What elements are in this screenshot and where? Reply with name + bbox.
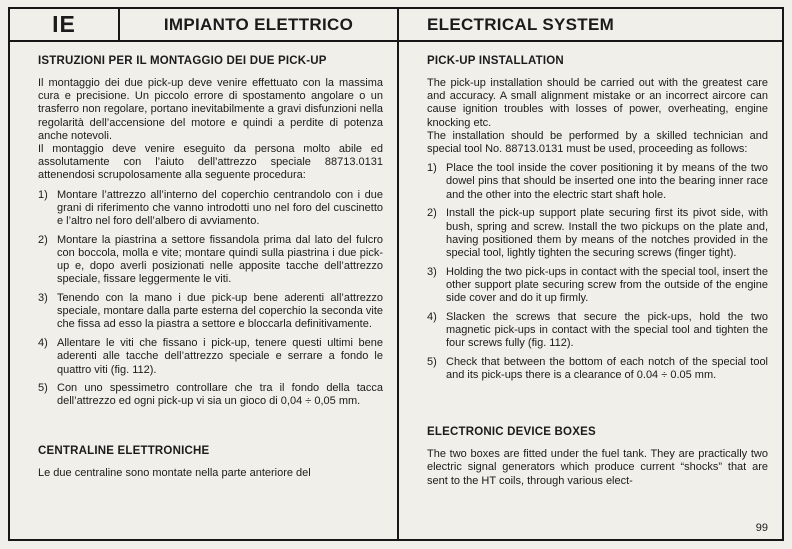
item-text: Con uno spessimetro controllare che tra il fondo della tacca dell’attrezzo ed ogni pick-up vi sia un gioco di 0,04 ÷ 0,05 mm.: [57, 382, 383, 408]
item-text: Tenendo con la mano i due pick-up bene aderenti all’attrezzo speciale, montare dalla parte esterna del coperchio la seconda vite che fissa ad esso la piastra a settore e bloccarla definitivamente.: [57, 292, 383, 331]
item-text: Allentare le viti che fissano i pick-up, tenere questi ultimi bene aderenti alle tacche dell’attrezzo speciale e serrare a fondo le quattro viti (fig. 112).: [57, 337, 383, 376]
paragraph-en-1: The pick-up installation should be carried out with the greatest care and accuracy. A small alignment mistake or an incorrect aircore can cause ignition troubles with losses of power, overheating, engine knocking etc.: [427, 77, 768, 129]
paragraph-en-2: The installation should be performed by a skilled technician and special tool No. 88713.0131 must be used, proceeding as follows:: [427, 129, 768, 156]
english-column: [399, 42, 782, 539]
section-code: IE: [52, 11, 76, 37]
list-item: [427, 207, 768, 260]
paragraph-en-3: The two boxes are fitted under the fuel tank. They are practically two electric signal generators which produce current “shocks” that are sent to the HT coils, through various elect-: [427, 448, 768, 487]
paragraph-it-3: Le due centraline sono montate nella parte anteriore del: [38, 466, 311, 479]
section-heading-en-2: ELECTRONIC DEVICE BOXES: [427, 426, 596, 439]
section-heading-it-1: ISTRUZIONI PER IL MONTAGGIO DEI DUE PICK-UP: [38, 55, 327, 67]
list-item: [427, 356, 768, 382]
item-text: Slacken the screws that secure the pick-ups, hold the two magnetic pick-ups in contact with the special tool and tighten the four screws fully (fig. 112).: [446, 310, 768, 350]
item-number: 5): [427, 355, 437, 368]
section-code-badge: [10, 9, 120, 40]
item-text: Install the pick-up support plate securing first its pivot side, with bush, spring and screw. Install the two pickups on the plate and, having positioned them by means of the notches provided in the special tool, lightly tighten the securing screws (finger tight).: [446, 207, 768, 259]
item-number: 4): [427, 310, 437, 323]
item-number: 1): [38, 188, 48, 201]
list-item: [427, 311, 768, 351]
list-item: [38, 337, 383, 377]
title-english: ELECTRICAL SYSTEM: [427, 14, 615, 34]
item-number: 3): [38, 292, 48, 305]
list-item: [38, 382, 383, 408]
item-text: Place the tool inside the cover positioning it by means of the two dowel pins that should be inserted one into the bearing inner race and the other into the electric start shaft hole.: [446, 162, 768, 201]
item-text: Check that between the bottom of each notch of the special tool and its pick-ups there is a clearance of 0.04 ÷ 0.05 mm.: [446, 355, 768, 382]
list-item: [38, 292, 383, 332]
item-number: 2): [38, 233, 48, 246]
list-item: [38, 189, 383, 229]
page-header: [10, 9, 782, 42]
list-item: [427, 162, 768, 202]
paragraph-it-2: Il montaggio deve venire eseguito da persona molto abile ed assolutamente con l’aiuto dell’attrezzo speciale 88713.0131 attenendosi scrupolosamente alla seguente procedura:: [38, 143, 383, 182]
section-heading-it-2: CENTRALINE ELETTRONICHE: [38, 444, 210, 457]
item-number: 4): [38, 337, 48, 350]
italian-column: [10, 42, 399, 539]
item-number: 5): [38, 382, 48, 395]
item-number: 3): [427, 265, 437, 278]
header-left-cell: [10, 9, 399, 40]
two-column-body: [10, 42, 782, 539]
item-number: 2): [427, 207, 437, 220]
list-item: [38, 234, 383, 287]
section-heading-en-1: PICK-UP INSTALLATION: [427, 55, 564, 67]
item-text: Montare la piastrina a settore fissandola prima dal lato del fulcro con boccola, molla e vite; montare quindi sulla piastrina i due pick-up e, dopo averli posizionati nelle apposite tacche dell’attrezzo speciale, fissare leggermente le viti.: [57, 233, 383, 286]
title-italian: IMPIANTO ELETTRICO: [163, 14, 354, 34]
item-number: 1): [427, 162, 437, 175]
page-frame: [8, 7, 784, 541]
paragraph-it-1: Il montaggio dei due pick-up deve venire effettuato con la massima cura e precisione. Un piccolo errore di spostamento angolare o un trasferro non regolare, portano inevitabilmente a gravi disfunzioni nella regolarità dell’accensione del motore e quindi a perdite di potenza anche notevoli.: [38, 77, 383, 142]
item-text: Montare l’attrezzo all’interno del coperchio centrandolo con i due grani di riferimento che vanno introdotti uno nel foro del cuscinetto e l’altro nel foro dell’albero di avviamento.: [57, 188, 383, 228]
page-number: 99: [755, 522, 768, 534]
item-text: Holding the two pick-ups in contact with the special tool, insert the other support plate securing screw from the outside of the engine side cover and do it up firmly.: [446, 265, 768, 305]
list-item: [427, 266, 768, 306]
